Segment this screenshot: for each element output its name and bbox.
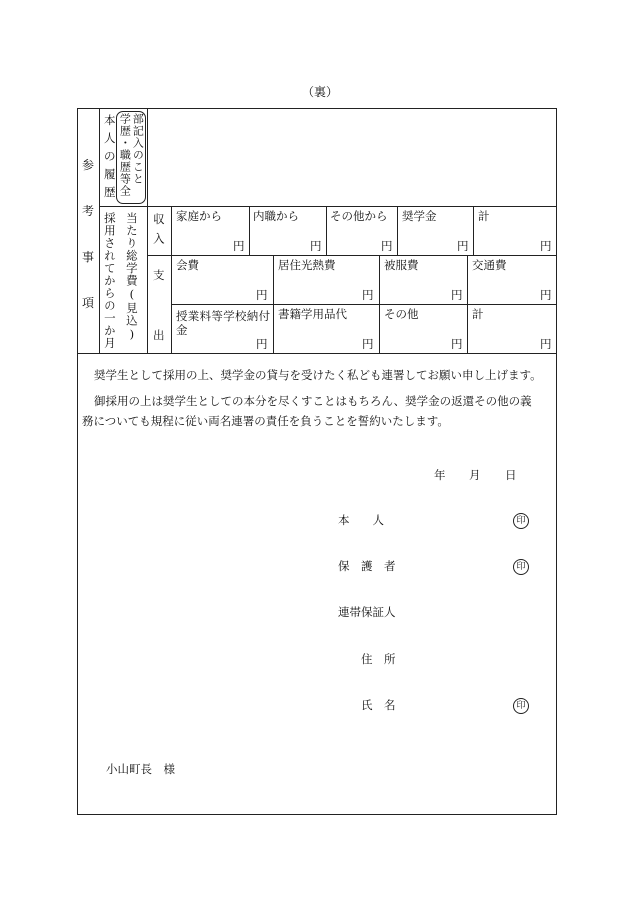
expense-yen: 円 xyxy=(451,288,463,302)
income-label: 収入 xyxy=(151,213,166,252)
date-year: 年 xyxy=(434,468,446,482)
expense-item-clothing: 被服費 xyxy=(384,258,419,272)
expense-item-tuition: 授業料等学校納付金 xyxy=(176,309,271,337)
history-label-char: 履 xyxy=(104,167,116,181)
expense-yen: 円 xyxy=(362,337,374,351)
income-item-other: その他から xyxy=(330,209,388,223)
declaration-line-1: 奨学生として採用の上、奨学金の貸与を受けたく私ども連署してお願い申し上げます。 xyxy=(94,368,542,382)
expense-item-fees: 会費 xyxy=(176,258,199,272)
income-item-total: 計 xyxy=(478,209,490,223)
date-month: 月 xyxy=(469,468,481,482)
income-yen: 円 xyxy=(540,239,552,253)
declaration-line-3: 務についても規程に従い両名連署の責任を負うことを誓約いたします。 xyxy=(82,414,449,428)
income-item-sidejob: 内職から xyxy=(253,209,299,223)
expense-yen: 円 xyxy=(362,288,374,302)
history-note-line-2: 部記入のこと xyxy=(131,113,145,185)
guarantor-label: 連帯保証人 xyxy=(338,605,396,619)
guarantor-seal-icon: 印 xyxy=(513,698,529,714)
applicant-label: 本 人 xyxy=(338,513,384,527)
guarantor-address-label: 住 所 xyxy=(361,652,396,666)
income-yen: 円 xyxy=(381,239,393,253)
reference-side-label-1: 参 xyxy=(82,158,95,172)
expense-total-label: 当たり総学費(見込) xyxy=(124,212,139,342)
history-label-char: 人 xyxy=(104,131,116,145)
income-yen: 円 xyxy=(310,239,322,253)
expense-yen: 円 xyxy=(256,337,268,351)
expense-item-total: 計 xyxy=(472,307,484,321)
income-yen: 円 xyxy=(457,239,469,253)
expense-yen: 円 xyxy=(256,288,268,302)
history-label-char: の xyxy=(104,149,116,163)
expense-item-housing: 居住光熱費 xyxy=(278,258,336,272)
income-item-scholarship: 奨学金 xyxy=(402,209,437,223)
expense-item-transport: 交通費 xyxy=(472,258,507,272)
expense-period-label: 採用されてからの一か月 xyxy=(102,212,117,350)
addressee: 小山町長 様 xyxy=(106,762,175,776)
expense-item-other: その他 xyxy=(384,307,419,321)
history-entry-area[interactable] xyxy=(148,109,556,206)
expense-yen: 円 xyxy=(540,337,552,351)
history-note-line-1: 学歴・職歴等全 xyxy=(118,113,132,197)
expense-yen: 円 xyxy=(451,337,463,351)
expend-label-top: 支 xyxy=(153,268,165,282)
reference-side-label-2: 考 xyxy=(82,204,95,218)
applicant-seal-icon: 印 xyxy=(513,513,529,529)
date-day: 日 xyxy=(505,468,517,482)
declaration-line-2: 御採用の上は奨学生としての本分を尽くすことはもちろん、奨学金の返還その他の義 xyxy=(94,394,532,408)
reference-side-label-4: 項 xyxy=(82,296,95,310)
expense-yen: 円 xyxy=(540,288,552,302)
history-label-char: 本 xyxy=(104,113,116,127)
expense-item-books: 書籍学用品代 xyxy=(278,307,347,321)
guardian-label: 保 護 者 xyxy=(338,559,396,573)
history-label-char: 歴 xyxy=(104,185,116,199)
expend-label-bottom: 出 xyxy=(153,328,165,342)
page-label: （裏） xyxy=(302,85,339,99)
guardian-seal-icon: 印 xyxy=(513,559,529,575)
income-item-home: 家庭から xyxy=(176,209,222,223)
guarantor-name-label: 氏 名 xyxy=(361,698,396,712)
income-yen: 円 xyxy=(233,239,245,253)
reference-side-label-3: 事 xyxy=(82,250,95,264)
